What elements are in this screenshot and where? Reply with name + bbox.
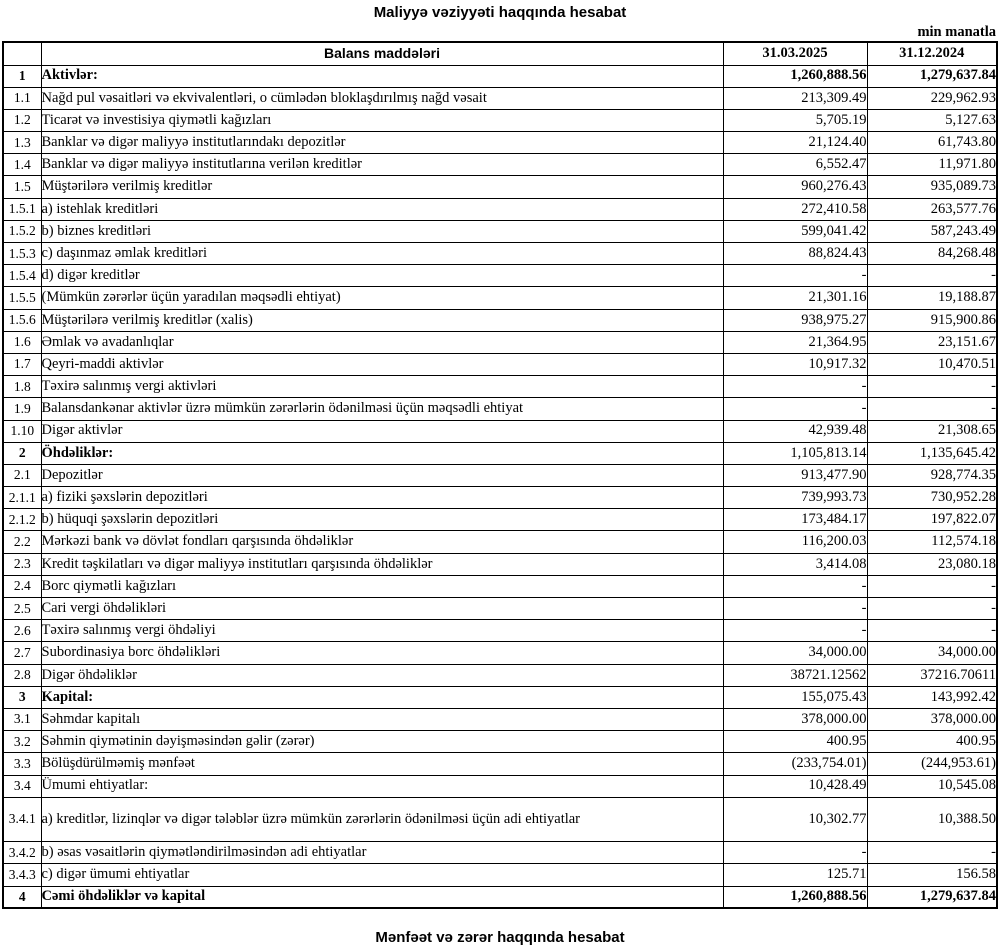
row-value-previous: 587,243.49 [867,220,997,242]
table-row [3,87,997,109]
table-row [3,864,997,886]
row-value-current: 173,484.17 [723,509,867,531]
row-label: a) kreditlər, lizinqlər və digər tələblər üzrə mümkün zərərlərin ödənilməsi üçün adi ehtiyatlar [41,797,723,842]
row-number: 1.3 [3,132,41,154]
table-row [3,309,997,331]
footer-next-statement-title: Mənfəət və zərər haqqında hesabat [375,929,625,946]
row-value-previous: 10,388.50 [867,797,997,842]
row-value-previous: (244,953.61) [867,753,997,775]
row-label: Bölüşdürülməmiş mənfəət [41,753,723,775]
table-row [3,797,997,842]
table-row [3,220,997,242]
row-value-previous: 34,000.00 [867,642,997,664]
row-number: 2.5 [3,598,41,620]
balance-sheet-table [2,41,998,909]
row-value-current: 34,000.00 [723,642,867,664]
table-row [3,420,997,442]
table-header [3,42,997,65]
row-value-previous: 84,268.48 [867,243,997,265]
row-value-previous: 229,962.93 [867,87,997,109]
row-number: 3.4 [3,775,41,797]
row-value-current: 378,000.00 [723,708,867,730]
row-label: Balansdankənar aktivlər üzrə mümkün zərərlərin ödənilməsi üçün məqsədli ehtiyat [41,398,723,420]
row-label: Cari vergi öhdəlikləri [41,598,723,620]
table-row [3,464,997,486]
row-value-current: - [723,620,867,642]
row-value-current: 1,260,888.56 [723,65,867,87]
header-no [3,42,41,65]
row-value-current: - [723,265,867,287]
row-value-previous: 10,470.51 [867,353,997,375]
row-label: Kapital: [41,686,723,708]
row-label: Səhmin qiymətinin dəyişməsindən gəlir (zərər) [41,731,723,753]
row-value-current: (233,754.01) [723,753,867,775]
row-value-current: 1,105,813.14 [723,442,867,464]
row-value-previous: - [867,398,997,420]
row-number: 1.5.1 [3,198,41,220]
row-value-current: - [723,842,867,864]
row-number: 2.4 [3,575,41,597]
row-value-current: - [723,398,867,420]
row-number: 1.1 [3,87,41,109]
row-number: 2.1.1 [3,487,41,509]
row-value-current: 3,414.08 [723,553,867,575]
row-value-previous: 1,279,637.84 [867,65,997,87]
row-value-previous: - [867,842,997,864]
table-row [3,65,997,87]
row-value-current: 272,410.58 [723,198,867,220]
row-label: a) istehlak kreditləri [41,198,723,220]
row-label: b) əsas vəsaitlərin qiymətləndirilməsindən adi ehtiyatlar [41,842,723,864]
table-row [3,886,997,908]
row-value-previous: - [867,575,997,597]
table-row [3,731,997,753]
row-number: 1.5.5 [3,287,41,309]
row-value-current: 38721.12562 [723,664,867,686]
header-label: Balans maddələri [41,42,723,65]
row-number: 1.4 [3,154,41,176]
row-value-current: 400.95 [723,731,867,753]
row-label: Ümumi ehtiyatlar: [41,775,723,797]
table-row [3,686,997,708]
table-row [3,509,997,531]
table-row [3,575,997,597]
row-number: 3.4.3 [3,864,41,886]
table-row [3,442,997,464]
row-number: 2.7 [3,642,41,664]
row-value-current: 116,200.03 [723,531,867,553]
row-value-current: 599,041.42 [723,220,867,242]
row-label: c) digər ümumi ehtiyatlar [41,864,723,886]
row-label: Banklar və digər maliyyə institutlarına verilən kreditlər [41,154,723,176]
row-value-current: 21,124.40 [723,132,867,154]
row-value-previous: 915,900.86 [867,309,997,331]
row-label: Ticarət və investisiya qiymətli kağızları [41,109,723,131]
row-number: 2 [3,442,41,464]
row-value-previous: 935,089.73 [867,176,997,198]
row-number: 3.4.2 [3,842,41,864]
row-value-current: 10,917.32 [723,353,867,375]
row-value-previous: - [867,265,997,287]
row-value-current: 155,075.43 [723,686,867,708]
row-number: 3.4.1 [3,797,41,842]
row-number: 2.1 [3,464,41,486]
header-col1-date: 31.03.2025 [723,42,867,65]
table-row [3,176,997,198]
row-label: Qeyri-maddi aktivlər [41,353,723,375]
row-label: Kredit təşkilatları və digər maliyyə institutları qarşısında öhdəliklər [41,553,723,575]
table-row [3,642,997,664]
row-value-previous: 156.58 [867,864,997,886]
row-value-current: 21,364.95 [723,331,867,353]
row-value-previous: 263,577.76 [867,198,997,220]
row-number: 3.2 [3,731,41,753]
row-number: 3.1 [3,708,41,730]
row-label: Öhdəliklər: [41,442,723,464]
row-number: 1.6 [3,331,41,353]
row-label: Təxirə salınmış vergi aktivləri [41,376,723,398]
row-label: b) hüquqi şəxslərin depozitləri [41,509,723,531]
row-label: Banklar və digər maliyyə institutlarındakı depozitlər [41,132,723,154]
row-number: 2.1.2 [3,509,41,531]
row-label: Müştərilərə verilmiş kreditlər (xalis) [41,309,723,331]
row-number: 1 [3,65,41,87]
row-value-previous: - [867,620,997,642]
row-label: Nağd pul vəsaitləri və ekvivalentləri, o cümlədən bloklaşdırılmış nağd vəsait [41,87,723,109]
row-value-previous: 10,545.08 [867,775,997,797]
row-number: 2.2 [3,531,41,553]
row-value-current: 938,975.27 [723,309,867,331]
row-label: Digər öhdəliklər [41,664,723,686]
row-value-current: 10,302.77 [723,797,867,842]
table-row [3,842,997,864]
row-label: d) digər kreditlər [41,265,723,287]
row-value-current: - [723,575,867,597]
row-label: Təxirə salınmış vergi öhdəliyi [41,620,723,642]
row-value-previous: 378,000.00 [867,708,997,730]
row-value-previous: 5,127.63 [867,109,997,131]
row-number: 4 [3,886,41,908]
row-number: 1.5 [3,176,41,198]
row-label: c) daşınmaz əmlak kreditləri [41,243,723,265]
row-value-previous: 19,188.87 [867,287,997,309]
row-number: 2.3 [3,553,41,575]
row-value-current: 739,993.73 [723,487,867,509]
table-row [3,598,997,620]
table-row [3,487,997,509]
row-label: Subordinasiya borc öhdəlikləri [41,642,723,664]
row-value-previous: 112,574.18 [867,531,997,553]
table-row [3,398,997,420]
row-value-previous: 23,151.67 [867,331,997,353]
row-value-current: 213,309.49 [723,87,867,109]
row-number: 1.5.4 [3,265,41,287]
table-row [3,531,997,553]
row-label: Əmlak və avadanlıqlar [41,331,723,353]
row-number: 1.2 [3,109,41,131]
row-value-current: 1,260,888.56 [723,886,867,908]
row-value-current: - [723,376,867,398]
row-label: Müştərilərə verilmiş kreditlər [41,176,723,198]
table-row [3,109,997,131]
row-value-current: 88,824.43 [723,243,867,265]
row-label: Cəmi öhdəliklər və kapital [41,886,723,908]
table-row [3,331,997,353]
row-value-previous: 1,135,645.42 [867,442,997,464]
row-value-previous: - [867,598,997,620]
row-label: Səhmdar kapitalı [41,708,723,730]
row-number: 1.9 [3,398,41,420]
table-row [3,154,997,176]
row-label: (Mümkün zərərlər üçün yaradılan məqsədli ehtiyat) [41,287,723,309]
row-value-previous: 928,774.35 [867,464,997,486]
row-number: 1.5.3 [3,243,41,265]
row-value-previous: 21,308.65 [867,420,997,442]
row-value-current: 960,276.43 [723,176,867,198]
row-number: 1.7 [3,353,41,375]
balance-table-body [3,65,997,908]
row-label: Digər aktivlər [41,420,723,442]
table-row [3,265,997,287]
table-row [3,620,997,642]
row-value-current: 913,477.90 [723,464,867,486]
row-value-current: 125.71 [723,864,867,886]
table-row [3,376,997,398]
table-row [3,708,997,730]
table-row [3,198,997,220]
table-row [3,243,997,265]
header-row [3,42,997,65]
table-row [3,353,997,375]
row-label: b) biznes kreditləri [41,220,723,242]
row-value-previous: 197,822.07 [867,509,997,531]
row-value-previous: 143,992.42 [867,686,997,708]
row-value-current: 5,705.19 [723,109,867,131]
row-label: Aktivlər: [41,65,723,87]
row-value-previous: 37216.70611 [867,664,997,686]
row-number: 1.5.6 [3,309,41,331]
row-value-current: 6,552.47 [723,154,867,176]
row-number: 1.10 [3,420,41,442]
row-label: Borc qiymətli kağızları [41,575,723,597]
header-col2-date: 31.12.2024 [867,42,997,65]
row-number: 3 [3,686,41,708]
row-value-current: 42,939.48 [723,420,867,442]
row-value-previous: - [867,376,997,398]
table-row [3,753,997,775]
row-label: Depozitlər [41,464,723,486]
row-value-previous: 23,080.18 [867,553,997,575]
row-value-previous: 400.95 [867,731,997,753]
table-row [3,287,997,309]
page-title: Maliyyə vəziyyəti haqqında hesabat [373,4,627,21]
row-value-previous: 11,971.80 [867,154,997,176]
table-row [3,664,997,686]
row-number: 2.8 [3,664,41,686]
row-number: 1.8 [3,376,41,398]
row-value-previous: 1,279,637.84 [867,886,997,908]
row-number: 1.5.2 [3,220,41,242]
table-row [3,132,997,154]
row-label: Mərkəzi bank və dövlət fondları qarşısında öhdəliklər [41,531,723,553]
row-value-current: 10,428.49 [723,775,867,797]
row-label: a) fiziki şəxslərin depozitləri [41,487,723,509]
table-row [3,553,997,575]
row-value-previous: 61,743.80 [867,132,997,154]
table-row [3,775,997,797]
unit-note: min manatla [917,24,996,40]
row-value-current: 21,301.16 [723,287,867,309]
row-value-previous: 730,952.28 [867,487,997,509]
row-number: 3.3 [3,753,41,775]
row-number: 2.6 [3,620,41,642]
row-value-current: - [723,598,867,620]
